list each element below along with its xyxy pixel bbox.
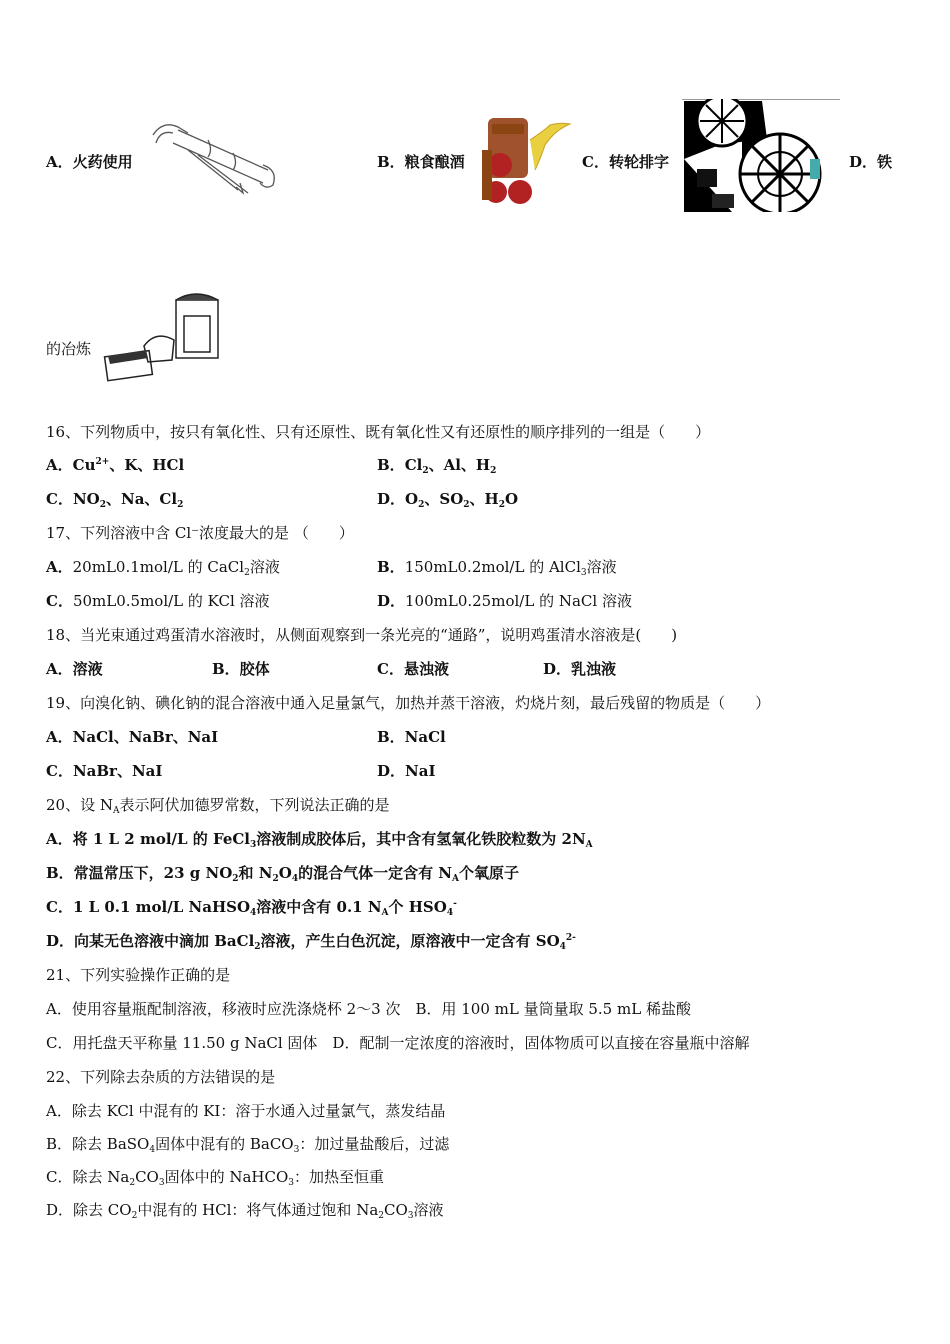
q18-option-b: B．胶体 [212, 660, 270, 678]
formula-text: 、K、HCl [109, 456, 185, 474]
q21-options-cd: C．用托盘天平称量 11.50 g NaCl 固体 D．配制一定浓度的溶液时，固体物质可以直接在容量瓶中溶解 [46, 1034, 750, 1052]
q22-option-c [46, 1167, 384, 1187]
option-text: CO [135, 1168, 159, 1186]
subscript: 2 [422, 466, 429, 476]
q19-option-c: C．NaBr、NaI [46, 762, 163, 780]
superscript: - [453, 899, 457, 909]
subscript: 2 [490, 466, 497, 476]
subscript: 2 [177, 500, 184, 510]
q18-option-a: A．溶液 [46, 660, 103, 678]
option-text: CO [384, 1201, 408, 1219]
q20-option-b [46, 863, 519, 883]
option-text: 溶液制成胶体后，其中含有氢氧化铁胶粒数为 2N [256, 830, 586, 848]
formula-text: O [504, 490, 519, 508]
option-prefix: D． [377, 592, 406, 610]
q15-option-c: C．转轮排字 [582, 153, 669, 171]
subscript: 2 [129, 1178, 136, 1188]
formula-text: NO [72, 490, 100, 508]
q16-option-c [46, 489, 183, 509]
q20-option-d [46, 931, 576, 951]
option-text: A．将 1 L 2 mol/L 的 FeCl [46, 830, 251, 848]
q16-option-d [377, 489, 518, 509]
q16-option-b [377, 455, 496, 475]
subscript: 3 [293, 1145, 300, 1155]
option-text: 固体中的 NaHCO [164, 1168, 289, 1186]
subscript: 2 [378, 1211, 385, 1221]
q19-stem: 19、向溴化钠、碘化钠的混合溶液中通入足量氯气，加热并蒸干溶液，灼烧片刻，最后残留的物质是（ ） [46, 694, 771, 712]
option-text: 溶液 [586, 558, 617, 576]
q15-option-b: B．粮食酿酒 [377, 153, 465, 171]
subscript: 2 [232, 874, 239, 884]
formula-text: O [405, 490, 419, 508]
q18-option-d: D．乳浊液 [543, 660, 617, 678]
option-text: 和 N [238, 864, 273, 882]
q22-option-d [46, 1200, 444, 1220]
option-text: 溶液 [249, 558, 280, 576]
subscript: 2 [272, 874, 279, 884]
option-prefix: C． [46, 592, 73, 610]
option-text: 100mL0.25mol/L 的 NaCl 溶液 [405, 592, 632, 610]
option-prefix: A． [46, 456, 73, 474]
subscript: 2 [418, 500, 425, 510]
option-text: 中混有的 HCl：将气体通过饱和 Na [137, 1201, 379, 1219]
wine-jars-image [480, 110, 572, 210]
option-text: B．除去 BaSO [46, 1135, 150, 1153]
formula-text: Cu [72, 456, 96, 474]
rotary-type-wheel-image [682, 99, 840, 212]
option-text: 个 HSO [388, 898, 447, 916]
option-text: ：加热至恒重 [294, 1168, 385, 1186]
subscript: 4 [250, 908, 257, 918]
subscript: 2 [99, 500, 106, 510]
option-prefix: A． [46, 558, 73, 576]
subscript: A [452, 874, 459, 884]
subscript: A [585, 840, 593, 850]
option-text: 个氧原子 [459, 864, 520, 882]
option-text: 溶液 [413, 1201, 444, 1219]
q17-option-b [377, 557, 617, 577]
q18-stem: 18、当光束通过鸡蛋清水溶液时，从侧面观察到一条光亮的“通路”，说明鸡蛋清水溶液是( ) [46, 626, 678, 644]
stem-text: 表示阿伏加德罗常数，下列说法正确的是 [119, 796, 390, 814]
q16-stem: 16、下列物质中，按只有氧化性、只有还原性、既有氧化性又有还原性的顺序排列的一组是（ ） [46, 423, 711, 441]
q20-option-a [46, 829, 593, 849]
option-text: 50mL0.5mol/L 的 KCl 溶液 [72, 592, 270, 610]
option-prefix: B． [377, 456, 405, 474]
superscript: 2- [565, 933, 576, 943]
q17-option-d [377, 591, 632, 611]
subscript: 3 [580, 568, 587, 578]
q15-option-d: D．铁 [849, 153, 893, 171]
gunpowder-rocket-image [148, 115, 283, 195]
option-text: B．常温常压下，23 g NO [46, 864, 233, 882]
option-text: 固体中混有的 BaCO [155, 1135, 294, 1153]
option-text: 溶液，产生白色沉淀，原溶液中一定含有 SO [260, 932, 560, 950]
q17-stem: 17、下列溶液中含 Cl⁻浓度最大的是 （ ） [46, 524, 354, 542]
subscript: A [112, 806, 120, 816]
option-text: D．向某无色溶液中滴加 BaCl [46, 932, 255, 950]
subscript: 4 [149, 1145, 156, 1155]
q21-options-ab: A．使用容量瓶配制溶液，移液时应洗涤烧杯 2～3 次 B．用 100 mL 量筒量取 5.5 mL 稀盐酸 [46, 1000, 691, 1018]
q22-option-b [46, 1134, 449, 1154]
q19-option-b: B．NaCl [377, 728, 446, 746]
option-prefix: B． [377, 558, 405, 576]
q17-option-c [46, 591, 270, 611]
q20-stem [46, 795, 390, 815]
formula-text: 、H [469, 490, 499, 508]
q19-option-d: D．NaI [377, 762, 436, 780]
option-text: C．1 L 0.1 mol/L NaHSO [46, 898, 251, 916]
option-text: 的混合气体一定含有 N [298, 864, 453, 882]
option-prefix: D． [377, 490, 406, 508]
q17-option-a [46, 557, 280, 577]
q22-option-a: A．除去 KCl 中混有的 KI：溶于水通入过量氯气，蒸发结晶 [46, 1102, 446, 1120]
q15-option-d-continued: 的冶炼 [46, 340, 92, 358]
subscript: 3 [288, 1178, 295, 1188]
subscript: 3 [158, 1178, 165, 1188]
q18-option-c: C．悬浊液 [377, 660, 449, 678]
q22-stem: 22、下列除去杂质的方法错误的是 [46, 1068, 276, 1086]
subscript: 2 [244, 568, 250, 578]
option-text: D．除去 CO [46, 1201, 132, 1219]
subscript: 2 [463, 500, 470, 510]
subscript: 3 [407, 1211, 414, 1221]
q21-stem: 21、下列实验操作正确的是 [46, 966, 231, 984]
q15-option-a: A．火药使用 [46, 153, 133, 171]
formula-text: 、SO [424, 490, 464, 508]
subscript: 2 [254, 942, 261, 952]
subscript: 4 [446, 908, 454, 918]
q16-option-a [46, 455, 184, 475]
subscript: 4 [291, 874, 299, 884]
subscript: 2 [131, 1211, 138, 1221]
option-prefix: C． [46, 490, 73, 508]
subscript: 2 [498, 500, 505, 510]
iron-smelting-furnace-image [96, 288, 226, 388]
option-text: O [278, 864, 292, 882]
superscript: 2+ [95, 457, 110, 467]
subscript: 3 [250, 840, 257, 850]
formula-text: 、Al、H [428, 456, 491, 474]
option-text: 20mL0.1mol/L 的 CaCl [72, 558, 245, 576]
option-text: C．除去 Na [46, 1168, 130, 1186]
formula-text: 、Na、Cl [106, 490, 178, 508]
option-text: 150mL0.2mol/L 的 AlCl [404, 558, 581, 576]
option-text: 溶液中含有 0.1 N [256, 898, 382, 916]
q19-option-a: A．NaCl、NaBr、NaI [46, 728, 219, 746]
option-text: ：加过量盐酸后，过滤 [299, 1135, 450, 1153]
subscript: 4 [559, 942, 566, 952]
q20-option-c [46, 897, 457, 917]
subscript: A [381, 908, 389, 918]
formula-text: Cl [404, 456, 423, 474]
stem-text: 20、设 N [46, 796, 113, 814]
